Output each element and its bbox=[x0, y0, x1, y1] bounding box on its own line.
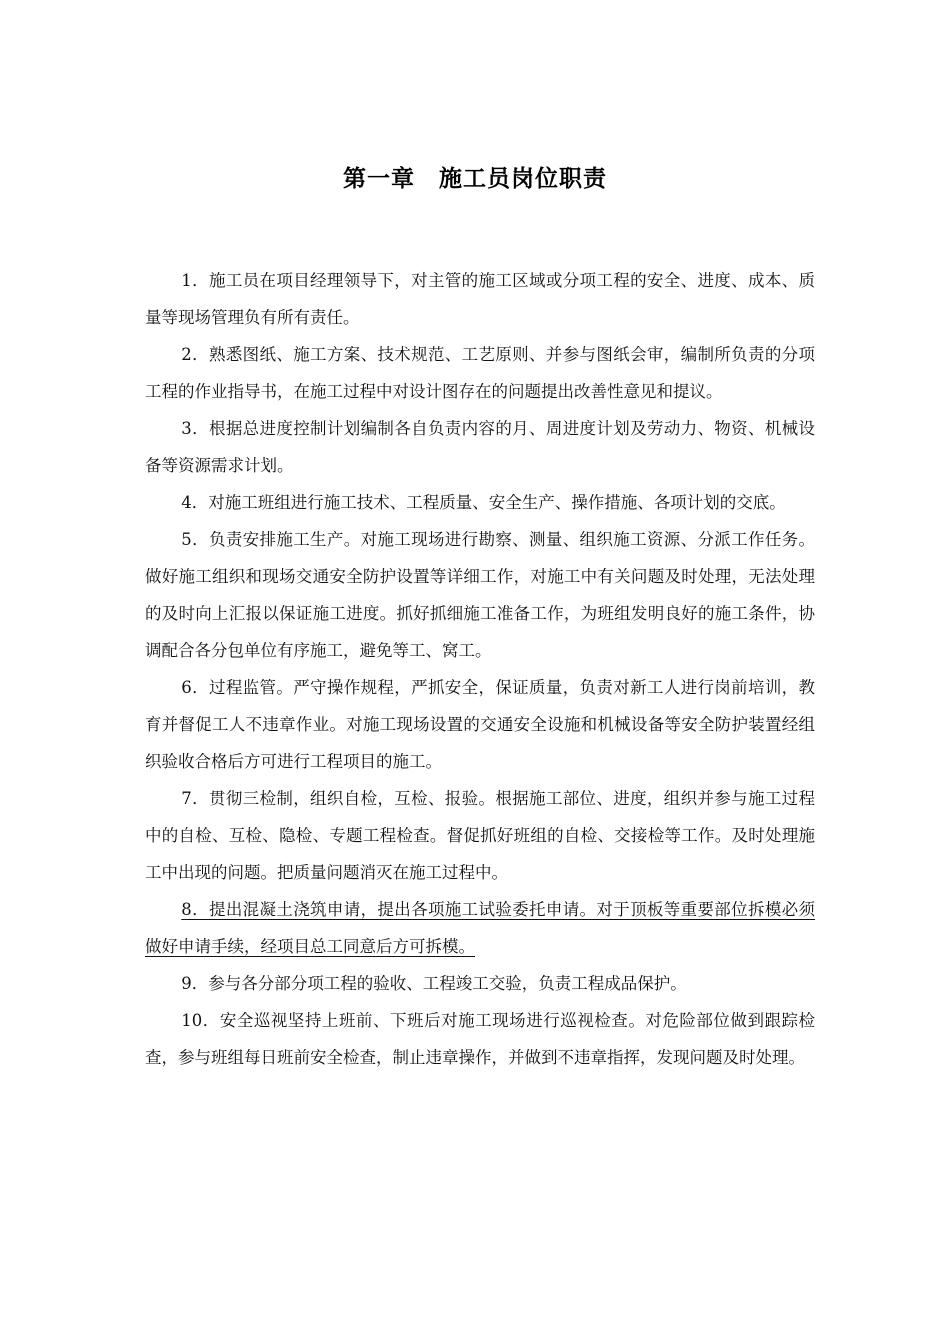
paragraph-number: 9． bbox=[181, 974, 209, 993]
paragraph-1 bbox=[145, 262, 815, 336]
paragraph-2 bbox=[145, 336, 815, 410]
chapter-title: 第一章 施工员岗位职责 bbox=[343, 166, 607, 192]
paragraph-text: 施工员在项目经理领导下，对主管的施工区域或分项工程的安全、进度、成本、质量等现场管理负有所有责任。 bbox=[145, 271, 816, 327]
paragraph-number: 10． bbox=[181, 1011, 220, 1030]
paragraph-3 bbox=[145, 410, 815, 484]
paragraph-text: 根据总进度控制计划编制各自负责内容的月、周进度计划及劳动力、物资、机械设备等资源需求计划。 bbox=[145, 419, 816, 475]
document-body bbox=[145, 262, 815, 1076]
paragraph-5 bbox=[145, 521, 815, 669]
paragraph-4 bbox=[145, 484, 815, 521]
paragraph-text: 过程监管。严守操作规程，严抓安全，保证质量，负责对新工人进行岗前培训，教育并督促工人不违章作业。对施工现场设置的交通安全设施和机械设备等安全防护装置经组织验收合格后方可进行工程项目的施工。 bbox=[145, 678, 816, 771]
paragraph-number: 5． bbox=[181, 530, 209, 549]
paragraph-number: 8． bbox=[181, 900, 209, 919]
paragraph-text: 负责安排施工生产。对施工现场进行勘察、测量、组织施工资源、分派工作任务。做好施工组织和现场交通安全防护设置等详细工作，对施工中有关问题及时处理，无法处理的及时向上汇报以保证施工进度。抓好抓细施工准备工作，为班组发明良好的施工条件，协调配合各分包单位有序施工，避免等工、窝工。 bbox=[145, 530, 816, 660]
paragraph-number: 7． bbox=[181, 789, 209, 808]
paragraph-text: 安全巡视坚持上班前、下班后对施工现场进行巡视检查。对危险部位做到跟踪检查，参与班组每日班前安全检查，制止违章操作，并做到不违章指挥，发现问题及时处理。 bbox=[145, 1011, 816, 1067]
paragraph-8 bbox=[145, 891, 815, 965]
paragraph-text: 提出混凝土浇筑申请，提出各项施工试验委托申请。对于顶板等重要部位拆模必须做好申请手续，经项目总工同意后方可拆模。 bbox=[145, 900, 816, 956]
paragraph-10 bbox=[145, 1002, 815, 1076]
paragraph-number: 2． bbox=[181, 345, 209, 364]
paragraph-text: 参与各分部分项工程的验收、工程竣工交验，负责工程成品保护。 bbox=[208, 974, 687, 993]
paragraph-9 bbox=[145, 965, 815, 1002]
paragraph-text: 贯彻三检制，组织自检，互检、报验。根据施工部位、进度，组织并参与施工过程中的自检、互检、隐检、专题工程检查。督促抓好班组的自检、交接检等工作。及时处理施工中出现的问题。把质量问题消灭在施工过程中。 bbox=[145, 789, 816, 882]
paragraph-text: 对施工班组进行施工技术、工程质量、安全生产、操作措施、各项计划的交底。 bbox=[208, 493, 786, 512]
paragraph-7 bbox=[145, 780, 815, 891]
paragraph-number: 4． bbox=[181, 493, 209, 512]
paragraph-number: 3． bbox=[181, 419, 209, 438]
paragraph-number: 6． bbox=[181, 678, 209, 697]
paragraph-text: 熟悉图纸、施工方案、技术规范、工艺原则、并参与图纸会审，编制所负责的分项工程的作业指导书，在施工过程中对设计图存在的问题提出改善性意见和提议。 bbox=[145, 345, 816, 401]
paragraph-6 bbox=[145, 669, 815, 780]
paragraph-number: 1． bbox=[181, 271, 209, 290]
